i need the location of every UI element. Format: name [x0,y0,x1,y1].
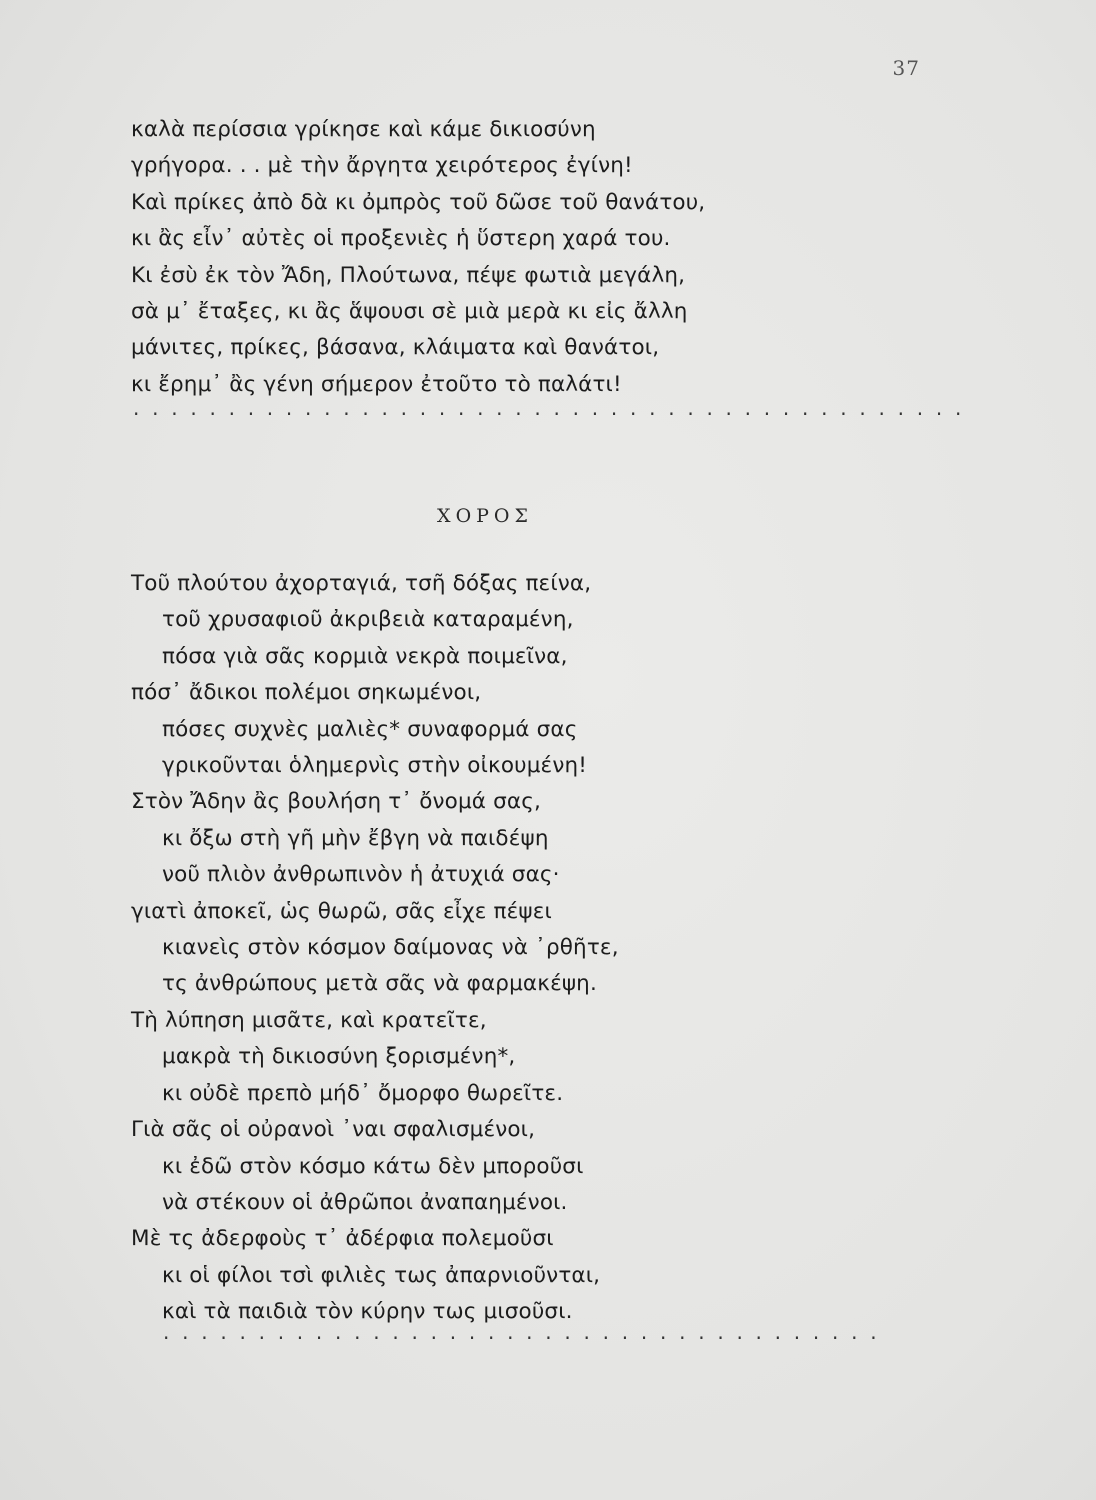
verse-line: σὰ μ᾽ ἔταξες, κι ἂς ἅψουσι σὲ μιὰ μερὰ κι εἰς ἄλλη [131,299,688,325]
verse-line: πόσ᾽ ἄδικοι πολέμοι σηκωμένοι, [131,680,482,706]
verse-line: τοῦ χρυσαφιοῦ ἀκριβειὰ καταραμένη, [162,607,574,633]
verse-line: Γιὰ σᾶς οἱ οὐρανοὶ ᾿ναι σφαλισμένοι, [131,1117,536,1143]
ellipsis-line-2: . . . . . . . . . . . . . . . . . . . . . . . . . . . . . . . . . . . . . . [163,1320,880,1344]
verse-line: Τὴ λύπηση μισᾶτε, καὶ κρατεῖτε, [131,1007,487,1033]
verse-line: γρήγορα. . . μὲ τὴν ἄργητα χειρότερος ἐγίνη! [131,153,633,179]
verse-line: Καὶ πρίκες ἀπὸ δὰ κι ὀμπρὸς τοῦ δῶσε τοῦ θανάτου, [131,189,706,215]
verse-line: Τοῦ πλούτου ἀχορταγιά, τσῆ δόξας πείνα, [131,571,592,596]
verse-line: τς ἀνθρώπους μετὰ σᾶς νὰ φαρμακέψη. [162,971,597,997]
verse-line: νὰ στέκουν οἱ ἀθρῶποι ἀναπαημένοι. [162,1189,568,1215]
verse-line: καλὰ περίσσια γρίκησε καὶ κάμε δικιοσύνη [131,117,596,142]
verse-line: κι οἱ φίλοι τσὶ φιλιὲς τως ἀπαρνιοῦνται, [162,1262,601,1288]
chorus-heading: ΧΟΡΟΣ [437,505,533,527]
verse-line: νοῦ πλιὸν ἀνθρωπινὸν ἡ ἀτυχιά σας· [162,862,560,888]
verse-line: κι ἔρημ᾽ ἂς γένη σήμερον ἐτοῦτο τὸ παλάτι! [131,371,622,397]
verse-line: Μὲ τς ἀδερφοὺς τ᾽ ἀδέρφια πολεμοῦσι [131,1226,554,1252]
verse-line: κιανεὶς στὸν κόσμον δαίμονας νὰ ᾿ρθῆτε, [162,935,619,961]
verse-line: μάνιτες, πρίκες, βάσανα, κλάιματα καὶ θανάτοι, [131,335,660,361]
verse-line: γρικοῦνται ὁλημερνὶς στὴν οἰκουμένη! [162,753,588,779]
verse-line: κι ἐδῶ στὸν κόσμο κάτω δὲν μποροῦσι [162,1153,584,1179]
verse-line: κι οὐδὲ πρεπὸ μήδ᾽ ὄμορφο θωρεῖτε. [162,1080,564,1106]
verse-line: Κι ἐσὺ ἐκ τὸν Ἄδη, Πλούτωνα, πέψε φωτιὰ μεγάλη, [131,262,686,288]
verse-line: γιατὶ ἀποκεῖ, ὡς θωρῶ, σᾶς εἶχε πέψει [131,898,552,924]
verse-line: πόσα γιὰ σᾶς κορμιὰ νεκρὰ ποιμεῖνα, [162,643,568,669]
verse-line: καὶ τὰ παιδιὰ τὸν κύρην τως μισοῦσι. [162,1299,573,1325]
stanza-1 [131,112,931,403]
verse-line: μακρὰ τὴ δικιοσύνη ξορισμένη*, [162,1044,516,1070]
stanza-2-chorus [131,566,931,1331]
verse-line: πόσες συχνὲς μαλιὲς* συναφορμά σας [162,716,578,742]
page-number: 37 [892,56,920,80]
verse-line: κι ὄξω στὴ γῆ μὴν ἔβγη νὰ παιδέψη [162,825,549,851]
verse-line: κι ἂς εἶν᾽ αὐτὲς οἱ προξενιὲς ἡ ὕστερη χαρά του. [131,226,671,252]
ellipsis-line-1: . . . . . . . . . . . . . . . . . . . . . . . . . . . . . . . . . . . . . . . . . . . . [133,396,965,420]
verse-line: Στὸν Ἄδην ἂς βουλήση τ᾽ ὄνομά σας, [131,789,541,815]
